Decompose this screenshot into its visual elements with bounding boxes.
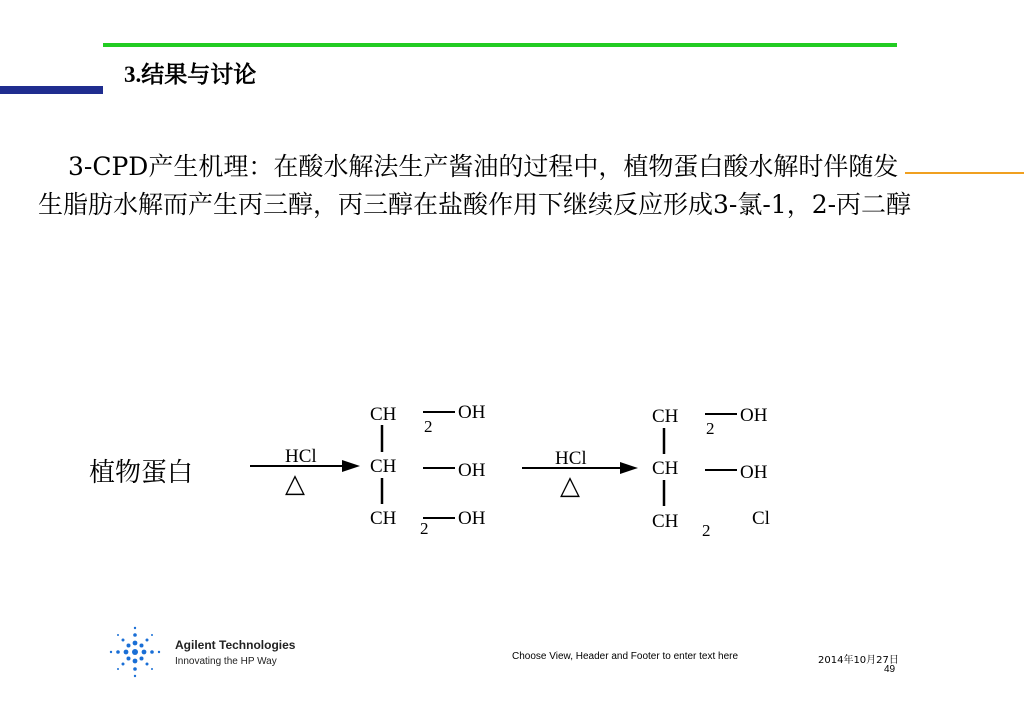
reagent-2-label: HCl xyxy=(555,448,587,469)
body-text: 3-CPD产生机理：在酸水解法生产酱油的过程中，植物蛋白酸水解时伴随发生脂肪水解而产生丙三醇，丙三醇在盐酸作用下继续反应形成3-氯-1，2-丙二醇 xyxy=(38,152,912,219)
mcpd-row3-ch: CH xyxy=(652,511,679,532)
reaction-arrow-1-head xyxy=(342,460,360,472)
left-blue-bar xyxy=(0,86,103,94)
glycerol-row2-oh: OH xyxy=(458,460,486,481)
body-paragraph xyxy=(38,148,918,224)
reactant-label: 植物蛋白 xyxy=(89,458,194,488)
slide-title: 3.结果与讨论 xyxy=(124,62,257,87)
glycerol-row1-sub: 2 xyxy=(424,417,433,436)
glycerol-row3-oh: OH xyxy=(458,508,486,529)
footer-placeholder-text: Choose View, Header and Footer to enter text here xyxy=(512,651,739,662)
agilent-spark-logo-icon xyxy=(105,624,165,680)
footer-brand-name: Agilent Technologies xyxy=(175,638,296,652)
top-green-rule xyxy=(103,43,897,47)
mcpd-row1-sub: 2 xyxy=(706,419,715,438)
reagent-1-label: HCl xyxy=(285,446,317,467)
heat-symbol-1: △ xyxy=(285,469,305,499)
mcpd-row2-oh: OH xyxy=(740,462,768,483)
glycerol-row1-ch: CH xyxy=(370,404,397,425)
page-number: 49 xyxy=(884,664,896,675)
reaction-arrow-2-head xyxy=(620,462,638,474)
mcpd-row2-ch: CH xyxy=(652,458,679,479)
mcpd-row1-ch: CH xyxy=(652,406,679,427)
glycerol-row3-ch: CH xyxy=(370,508,397,529)
glycerol-row2-ch: CH xyxy=(370,456,397,477)
footer-date: 2014年10月27日 xyxy=(818,655,899,666)
glycerol-row3-sub: 2 xyxy=(420,519,429,538)
heat-symbol-2: △ xyxy=(560,471,580,501)
glycerol-row1-oh: OH xyxy=(458,402,486,423)
mcpd-row3-sub: 2 xyxy=(702,521,711,540)
right-orange-rule xyxy=(905,172,1024,174)
mcpd-row1-oh: OH xyxy=(740,405,768,426)
footer-tagline: Innovating the HP Way xyxy=(175,656,277,667)
mcpd-row3-cl: Cl xyxy=(752,508,770,529)
reaction-scheme xyxy=(230,390,800,540)
